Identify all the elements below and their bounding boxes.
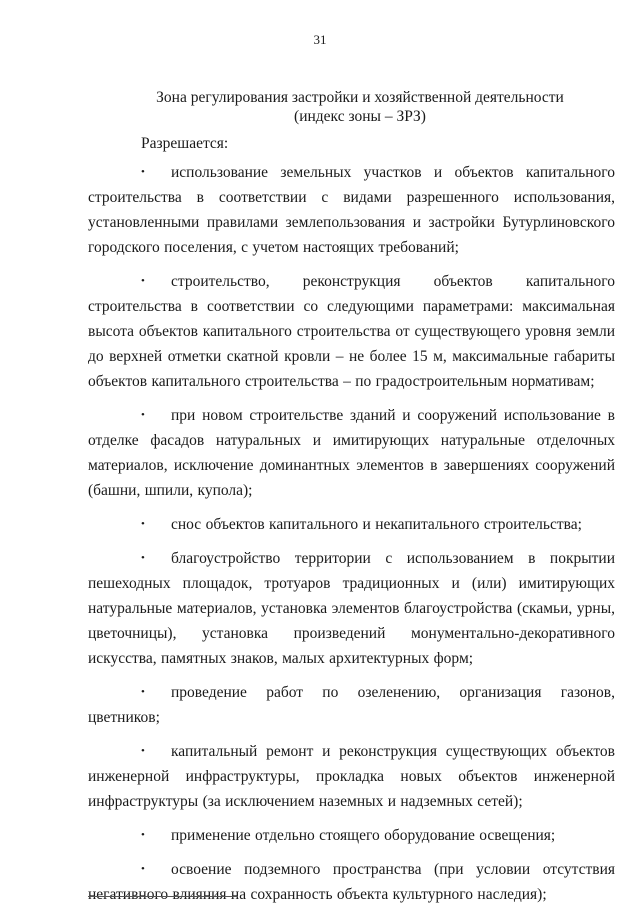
list-item [88,512,615,537]
bullet-icon: • [141,518,145,530]
bullet-icon: • [141,863,145,875]
bullet-icon: • [141,552,145,564]
list-item [88,823,615,848]
list-item [88,160,615,260]
list-item-text: при новом строительстве зданий и сооружений использование в отделке фасадов натуральных и имитирующих натуральные отделочных материалов, исключение доминантных элементов в завершениях сооружений (башни, шпили, купола); [88,407,615,499]
list-item-text: проведение работ по озеленению, организация газонов, цветников; [88,684,615,726]
page-number: 31 [313,32,327,47]
footnote-divider [88,896,238,897]
list-item [88,857,615,907]
bullet-icon: • [141,166,145,178]
list-item-text: благоустройство территории с использованием в покрытии пешеходных площадок, тротуаров традиционных и (или) имитирующих натуральные материалов, установка элементов благоустройства (скамьи, урны, цветочницы), установка произведений монументально-декоративного искусства, памятных знаков, малых архитектурных форм; [88,550,615,667]
list-item-text: использование земельных участков и объектов капитального строительства в соответствии с видами разрешенного использования, установленными правилами землепользования и застройки Бутурлиновского городского поселения, с учетом настоящих требований; [88,164,615,256]
allowed-label: Разрешается: [141,135,229,152]
list-item-text: применение отдельно стоящего оборудование освещения; [171,827,556,844]
bullet-icon: • [141,745,145,757]
list-item-text: освоение подземного пространства (при условии отсутствия негативного влияния на сохранность объекта культурного наследия); [88,861,615,903]
list-item [88,739,615,814]
bullet-icon: • [141,275,145,287]
zone-title [90,88,630,126]
list-item [88,680,615,730]
zone-title-line1: Зона регулирования застройки и хозяйственной деятельности [156,89,564,106]
list-item [88,546,615,671]
allowed-items-list [88,160,615,916]
list-item-text: снос объектов капитального и некапитального строительства; [171,516,582,533]
list-item [88,403,615,503]
bullet-icon: • [141,409,145,421]
list-item-text: строительство, реконструкция объектов капитального строительства в соответствии со следующими параметрами: максимальная высота объектов капитального строительства от существующего уровня земли до верхней отметки скатной кровли – не более 15 м, максимальные габариты объектов капитального строительства – по градостроительным нормативам; [88,273,615,390]
list-item [88,269,615,394]
bullet-icon: • [141,829,145,841]
zone-title-line2: (индекс зоны – ЗРЗ) [294,108,426,125]
list-item-text: капитальный ремонт и реконструкция существующих объектов инженерной инфраструктуры, прокладка новых объектов инженерной инфраструктуры (за исключением наземных и надземных сетей); [88,743,615,810]
bullet-icon: • [141,686,145,698]
